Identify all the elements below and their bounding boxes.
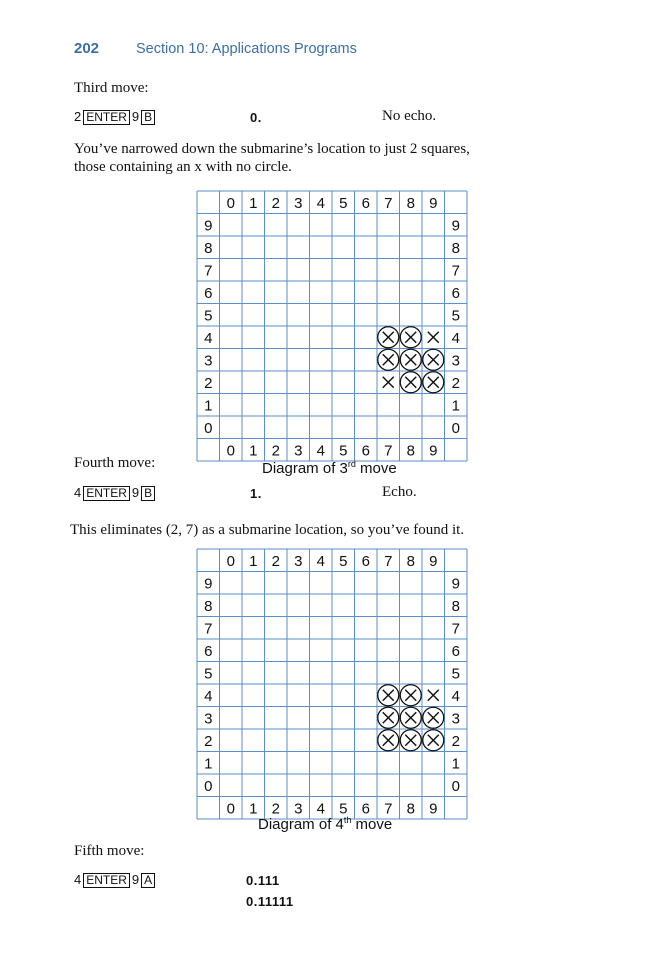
fifth-move-label: Fifth move: — [74, 843, 145, 859]
col-label-top: 1 — [249, 552, 258, 570]
row-label-left: 7 — [204, 620, 213, 638]
col-label-bottom: 3 — [294, 442, 303, 460]
row-label-left: 9 — [204, 575, 213, 593]
row-label-right: 7 — [451, 620, 460, 638]
row-label-right: 9 — [451, 575, 460, 593]
row-label-left: 8 — [204, 239, 213, 257]
key-digit: 9 — [131, 109, 140, 124]
col-label-top: 7 — [384, 552, 393, 570]
row-label-left: 0 — [204, 777, 213, 795]
row-label-left: 5 — [204, 307, 213, 325]
row-label-right: 5 — [451, 307, 460, 325]
diagram-caption: Diagram of 4th move — [258, 815, 393, 833]
col-label-bottom: 9 — [429, 800, 438, 818]
row-label-right: 1 — [451, 755, 460, 773]
col-label-bottom: 0 — [226, 442, 235, 460]
row-label-left: 6 — [204, 642, 213, 660]
col-label-bottom: 8 — [406, 442, 415, 460]
col-label-top: 5 — [339, 194, 348, 212]
col-label-top: 4 — [316, 552, 325, 570]
col-label-top: 0 — [226, 194, 235, 212]
fourth-move-display: 1. — [250, 486, 262, 501]
fifth-move-display-1: 0.111 — [246, 873, 280, 888]
col-label-top: 4 — [316, 194, 325, 212]
enter-key: ENTER — [83, 486, 130, 501]
grid-diagram-3rd-move — [196, 190, 470, 462]
row-label-left: 0 — [204, 419, 213, 437]
row-label-left: 1 — [204, 755, 213, 773]
row-label-right: 4 — [451, 687, 460, 705]
col-label-bottom: 8 — [406, 800, 415, 818]
diagram-caption: Diagram of 3rd move — [262, 459, 397, 477]
col-label-top: 2 — [271, 552, 280, 570]
paragraph-line: You’ve narrowed down the submarine’s location to just 2 squares, — [74, 141, 470, 157]
col-label-bottom: 4 — [316, 442, 325, 460]
col-label-bottom: 5 — [339, 442, 348, 460]
row-label-right: 3 — [451, 710, 460, 728]
row-label-right: 0 — [451, 777, 460, 795]
key-digit: 2 — [74, 109, 82, 124]
col-label-bottom: 1 — [249, 442, 258, 460]
page-number: 202 — [74, 40, 100, 57]
col-label-bottom: 5 — [339, 800, 348, 818]
row-label-left: 3 — [204, 710, 213, 728]
col-label-top: 9 — [429, 552, 438, 570]
b-key: B — [141, 486, 155, 501]
col-label-bottom: 4 — [316, 800, 325, 818]
row-label-right: 9 — [451, 217, 460, 235]
fifth-move-keys — [74, 872, 157, 888]
col-label-top: 5 — [339, 552, 348, 570]
col-label-top: 7 — [384, 194, 393, 212]
col-label-top: 6 — [361, 552, 370, 570]
key-digit: 4 — [74, 485, 82, 500]
fifth-move-display-2: 0.11111 — [246, 894, 294, 909]
col-label-top: 8 — [406, 194, 415, 212]
col-label-bottom: 6 — [361, 442, 370, 460]
key-digit: 9 — [131, 872, 140, 887]
row-label-left: 4 — [204, 329, 213, 347]
row-label-right: 2 — [451, 732, 460, 750]
key-digit: 9 — [131, 485, 140, 500]
fourth-move-label: Fourth move: — [74, 455, 156, 471]
paragraph-line: This eliminates (2, 7) as a submarine location, so you’ve found it. — [70, 522, 465, 538]
col-label-bottom: 6 — [361, 800, 370, 818]
row-label-right: 6 — [451, 642, 460, 660]
row-label-right: 1 — [451, 397, 460, 415]
row-label-right: 8 — [451, 239, 460, 257]
col-label-bottom: 2 — [271, 800, 280, 818]
third-move-label: Third move: — [74, 80, 149, 96]
row-label-left: 9 — [204, 217, 213, 235]
col-label-bottom: 1 — [249, 800, 258, 818]
grid-diagram-4th-move — [196, 548, 470, 820]
a-key: A — [141, 873, 155, 888]
row-label-right: 3 — [451, 352, 460, 370]
col-label-bottom: 7 — [384, 800, 393, 818]
row-label-left: 4 — [204, 687, 213, 705]
row-label-right: 7 — [451, 262, 460, 280]
row-label-left: 1 — [204, 397, 213, 415]
col-label-top: 1 — [249, 194, 258, 212]
col-label-top: 3 — [294, 194, 303, 212]
row-label-right: 6 — [451, 284, 460, 302]
third-move-keys — [74, 109, 157, 125]
row-label-right: 5 — [451, 665, 460, 683]
row-label-left: 2 — [204, 732, 213, 750]
fourth-move-keys — [74, 485, 157, 501]
col-label-top: 8 — [406, 552, 415, 570]
fourth-move-note: Echo. — [382, 484, 417, 500]
col-label-top: 9 — [429, 194, 438, 212]
col-label-bottom: 7 — [384, 442, 393, 460]
col-label-top: 0 — [226, 552, 235, 570]
enter-key: ENTER — [83, 110, 130, 125]
key-digit: 4 — [74, 872, 82, 887]
row-label-right: 2 — [451, 374, 460, 392]
col-label-bottom: 0 — [226, 800, 235, 818]
enter-key: ENTER — [83, 873, 130, 888]
row-label-left: 3 — [204, 352, 213, 370]
row-label-right: 8 — [451, 597, 460, 615]
col-label-top: 6 — [361, 194, 370, 212]
row-label-left: 7 — [204, 262, 213, 280]
row-label-right: 0 — [451, 419, 460, 437]
col-label-bottom: 3 — [294, 800, 303, 818]
col-label-bottom: 2 — [271, 442, 280, 460]
b-key: B — [141, 110, 155, 125]
col-label-top: 2 — [271, 194, 280, 212]
row-label-left: 5 — [204, 665, 213, 683]
col-label-top: 3 — [294, 552, 303, 570]
third-move-note: No echo. — [382, 108, 437, 124]
col-label-bottom: 9 — [429, 442, 438, 460]
third-move-display: 0. — [250, 110, 262, 125]
row-label-left: 6 — [204, 284, 213, 302]
row-label-right: 4 — [451, 329, 460, 347]
row-label-left: 2 — [204, 374, 213, 392]
section-title: Section 10: Applications Programs — [136, 41, 357, 57]
row-label-left: 8 — [204, 597, 213, 615]
paragraph-line: those containing an x with no circle. — [74, 159, 292, 175]
